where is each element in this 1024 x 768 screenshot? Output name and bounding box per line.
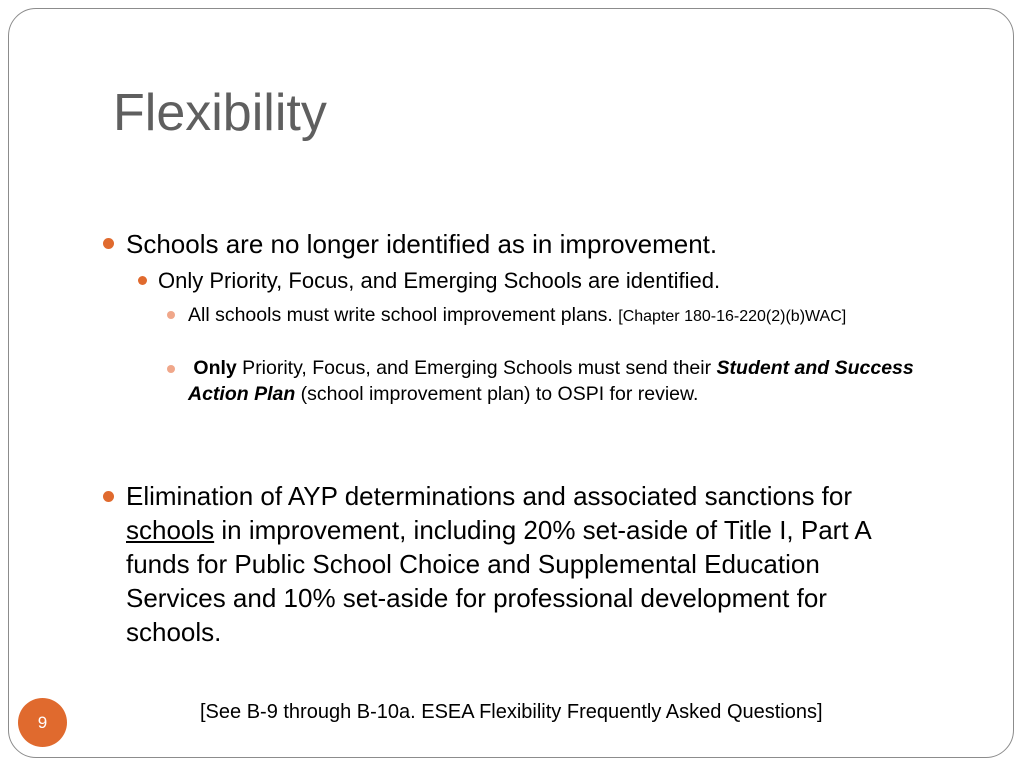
bullet-dot-icon (103, 491, 114, 502)
bullet-text: Elimination of AYP determinations and associated sanctions for (126, 481, 853, 511)
bullet-dot-icon (167, 311, 175, 319)
bullet-text: Only Priority, Focus, and Emerging Schools are identified. (158, 268, 721, 293)
bullet-only-priority-identified (158, 266, 958, 295)
bullet-text-continued: (school improvement plan) to OSPI for review. (295, 383, 699, 405)
bullet-elimination-ayp (126, 479, 926, 649)
bullet-text: Priority, Focus, and Emerging Schools must send their (236, 357, 717, 379)
wac-reference: [Chapter 180-16-220(2)(b)WAC] (618, 308, 847, 325)
bold-only: Only (193, 357, 237, 379)
plan-name: Student and Success Action Plan (188, 357, 914, 405)
page-number-badge: 9 (18, 698, 67, 747)
bullet-all-schools-write-plans (188, 302, 888, 330)
bullet-dot-icon (103, 238, 114, 249)
bullet-schools-not-identified (126, 227, 946, 261)
footnote-text: [See B-9 through B-10a. ESEA Flexibility Frequently Asked Questions] (200, 701, 823, 723)
bullet-only-priority-must-send (188, 355, 953, 407)
bullet-dot-icon (167, 365, 175, 373)
footnote-reference (126, 699, 886, 725)
slide-title: Flexibility (113, 84, 327, 142)
bullet-text: All schools must write school improvement plans. (188, 304, 619, 326)
bullet-text-continued: in improvement, including 20% set-aside of Title I, Part A funds for Public School Choice and Supplemental Education Services and 10% set-aside for professional development for schools. (126, 515, 871, 647)
bullet-text: Schools are no longer identified as in improvement. (126, 229, 718, 259)
bullet-dot-icon (138, 276, 147, 285)
underlined-schools: schools (126, 515, 215, 545)
